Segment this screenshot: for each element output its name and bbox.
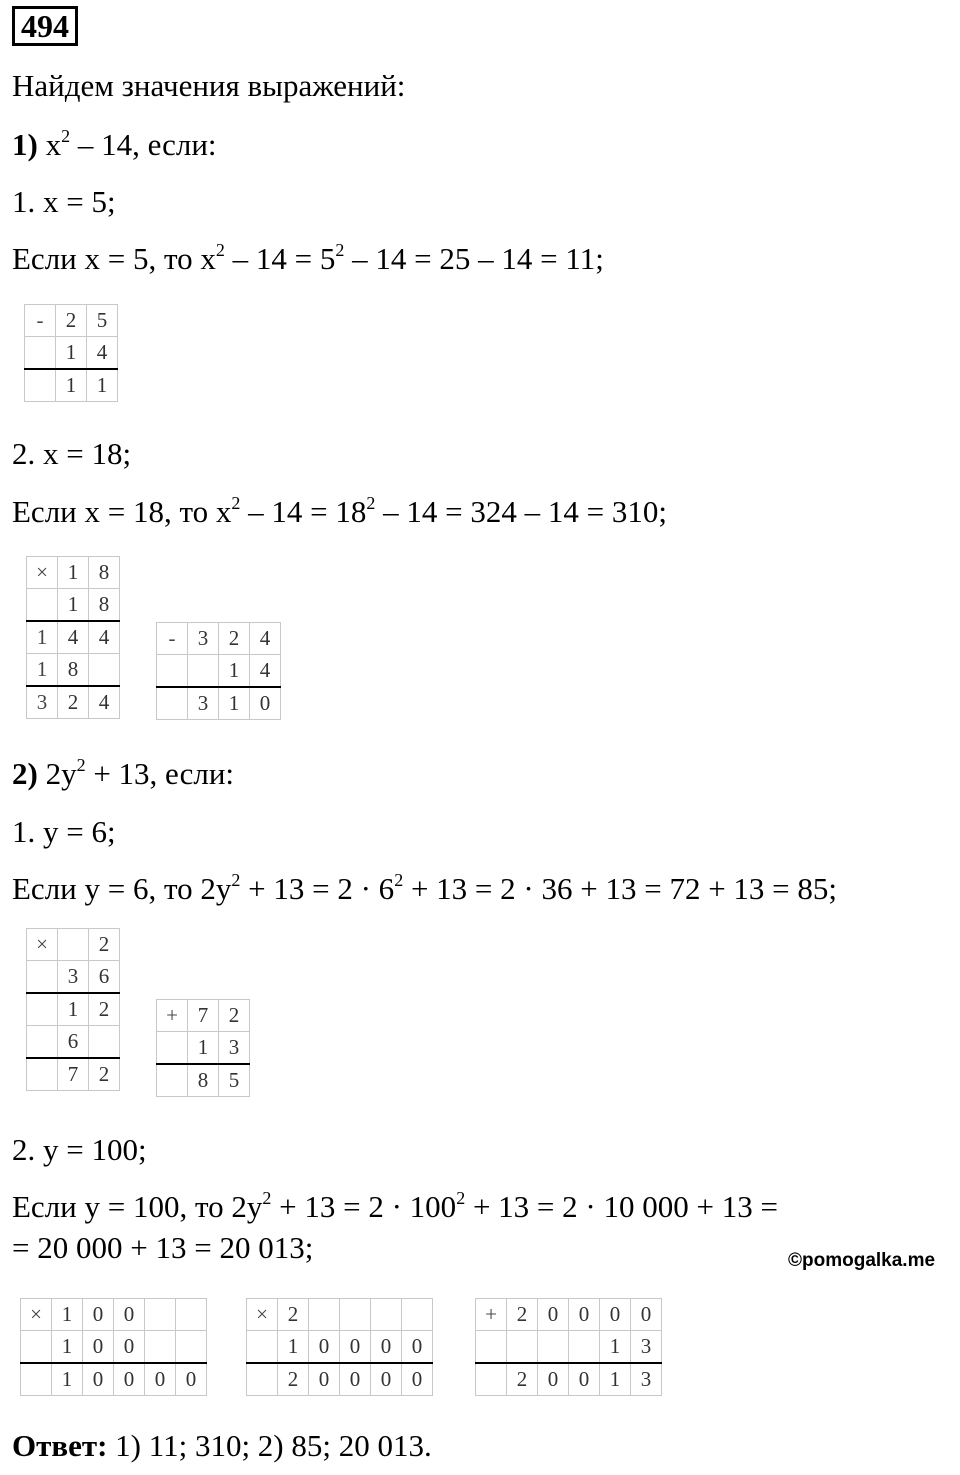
grid-cell: 8 (188, 1064, 219, 1097)
part1-expr-power: 2 (61, 125, 71, 146)
grid-cell: 0 (114, 1299, 145, 1331)
grid-cell: 6 (89, 961, 120, 994)
grid-cell: 3 (631, 1331, 662, 1364)
grid-cell: 7 (58, 1058, 89, 1091)
superscript-2: 2 (335, 239, 345, 260)
grid-row (157, 1000, 250, 1032)
column-calc-100-times-100 (20, 1298, 207, 1396)
answer-text: 1) 11; 310; 2) 85; 20 013. (107, 1428, 432, 1463)
answer-line (12, 1428, 432, 1464)
part2-case2-solution-cont: = 20 000 + 13 = 20 013; (12, 1230, 314, 1265)
grid-cell: 3 (631, 1363, 662, 1396)
grid-row (157, 1032, 250, 1065)
grid-cell: 1 (52, 1363, 83, 1396)
watermark: ©pomogalka.me (788, 1250, 936, 1271)
superscript-2: 2 (456, 1187, 466, 1208)
part2-expr-power: 2 (76, 754, 86, 775)
grid-cell: 0 (402, 1331, 433, 1364)
grid-operator: + (476, 1299, 507, 1331)
part2-case2-heading: 2. y = 100; (12, 1132, 147, 1167)
text-segment: + 13 = 2 · 100 (271, 1189, 457, 1224)
superscript-2: 2 (231, 869, 241, 890)
grid-cell: 0 (83, 1299, 114, 1331)
grid-row (157, 1064, 250, 1097)
column-calc-324-minus-14 (156, 622, 281, 720)
grid-cell (25, 337, 56, 370)
part1-label: 1) (12, 127, 38, 162)
text-segment: – 14 = 25 – 14 = 11; (344, 241, 604, 276)
grid-cell: 0 (145, 1363, 176, 1396)
grid-cell: 0 (569, 1299, 600, 1331)
grid-cell: 0 (538, 1299, 569, 1331)
grid-cell: 1 (52, 1299, 83, 1331)
grid-cell: 0 (250, 687, 281, 720)
part1-case1-heading: 1. x = 5; (12, 184, 116, 219)
grid-row (157, 623, 281, 655)
grid-row (27, 1058, 120, 1091)
grid-row (157, 687, 281, 720)
grid-row (247, 1299, 433, 1331)
grid-operator: × (247, 1299, 278, 1331)
grid-cell: 0 (309, 1363, 340, 1396)
grid-row (27, 621, 120, 654)
grid-cell (58, 929, 89, 961)
grid-cell: 0 (569, 1363, 600, 1396)
grid-cell: 1 (56, 337, 87, 370)
intro-text: Найдем значения выражений: (12, 68, 406, 103)
grid-cell: 0 (600, 1299, 631, 1331)
text-segment: – 14 = 324 – 14 = 310; (375, 494, 667, 529)
grid-cell: 0 (538, 1363, 569, 1396)
grid-cell (27, 1058, 58, 1091)
grid-cell (371, 1299, 402, 1331)
grid-cell (309, 1299, 340, 1331)
grid-row (157, 655, 281, 688)
grid-cell: 8 (89, 557, 120, 589)
grid-cell: 0 (83, 1331, 114, 1364)
grid-row (27, 654, 120, 687)
superscript-2: 2 (262, 1187, 272, 1208)
part2-case1-heading: 1. y = 6; (12, 814, 116, 849)
column-calc-18-times-18 (26, 556, 120, 719)
column-calc-25-minus-14 (24, 304, 118, 402)
grid-cell (476, 1331, 507, 1364)
grid-row (27, 557, 120, 589)
grid-cell: 0 (176, 1363, 207, 1396)
grid-cell: 3 (58, 961, 89, 994)
part2-case2-solution (12, 1189, 778, 1225)
text-segment: Если x = 18, то x (12, 494, 232, 529)
grid-row (247, 1331, 433, 1364)
grid-cell: 5 (219, 1064, 250, 1097)
part1-heading (12, 127, 217, 163)
grid-cell: 1 (58, 589, 89, 622)
column-calc-2-times-10000 (246, 1298, 433, 1396)
grid-cell: 3 (188, 623, 219, 655)
grid-cell: 4 (250, 655, 281, 688)
grid-row (247, 1363, 433, 1396)
part2-expr-rest: + 13, если: (85, 756, 235, 791)
grid-cell: 5 (87, 305, 118, 337)
grid-cell: 0 (309, 1331, 340, 1364)
grid-row (476, 1363, 662, 1396)
grid-cell (89, 654, 120, 687)
grid-cell: 2 (58, 686, 89, 719)
grid-cell: 1 (87, 369, 118, 402)
text-segment: Если y = 100, то 2y (12, 1189, 263, 1224)
grid-cell (27, 1026, 58, 1059)
grid-cell: 8 (89, 589, 120, 622)
grid-cell: 0 (402, 1363, 433, 1396)
grid-cell: 2 (89, 929, 120, 961)
grid-cell: 1 (58, 557, 89, 589)
grid-cell (157, 655, 188, 688)
grid-cell (247, 1331, 278, 1364)
grid-cell (247, 1363, 278, 1396)
grid-cell: 0 (114, 1331, 145, 1364)
grid-cell: 1 (600, 1331, 631, 1364)
grid-operator: × (21, 1299, 52, 1331)
grid-row (27, 929, 120, 961)
superscript-2: 2 (215, 239, 225, 260)
grid-cell: 1 (27, 621, 58, 654)
grid-row (476, 1299, 662, 1331)
grid-cell: 2 (89, 1058, 120, 1091)
part1-expr-rest: – 14, если: (70, 127, 217, 162)
grid-cell (157, 1064, 188, 1097)
part1-expr-var: x (45, 127, 62, 162)
part1-case2-solution (12, 494, 667, 530)
grid-cell (145, 1331, 176, 1364)
text-segment: Если x = 5, то x (12, 241, 216, 276)
grid-cell: 2 (507, 1363, 538, 1396)
part1-case2-heading: 2. x = 18; (12, 436, 132, 471)
grid-cell (27, 589, 58, 622)
superscript-2: 2 (231, 492, 241, 513)
text-segment: + 13 = 2 · 10 000 + 13 = (465, 1189, 778, 1224)
part2-label: 2) (12, 756, 38, 791)
grid-row (27, 993, 120, 1026)
grid-cell: 6 (58, 1026, 89, 1059)
grid-cell: 3 (219, 1032, 250, 1065)
grid-cell: 1 (219, 655, 250, 688)
grid-cell: 0 (340, 1363, 371, 1396)
grid-row (21, 1299, 207, 1331)
grid-operator: × (27, 557, 58, 589)
grid-operator: - (25, 305, 56, 337)
grid-cell: 4 (87, 337, 118, 370)
grid-cell (476, 1363, 507, 1396)
grid-operator: × (27, 929, 58, 961)
column-calc-20000-plus-13 (475, 1298, 662, 1396)
grid-cell (89, 1026, 120, 1059)
grid-cell: 2 (219, 1000, 250, 1032)
grid-cell: 1 (58, 993, 89, 1026)
grid-row (27, 1026, 120, 1059)
grid-cell (157, 1032, 188, 1065)
part2-expr-var: 2y (45, 756, 77, 791)
text-segment: + 13 = 2 · 6 (240, 871, 395, 906)
text-segment: Если y = 6, то 2y (12, 871, 232, 906)
grid-cell: 2 (278, 1299, 309, 1331)
problem-number: 494 (12, 6, 78, 46)
grid-row (27, 589, 120, 622)
grid-operator: + (157, 1000, 188, 1032)
grid-cell (176, 1331, 207, 1364)
grid-cell: 0 (371, 1363, 402, 1396)
grid-cell (21, 1363, 52, 1396)
grid-cell: 2 (278, 1363, 309, 1396)
text-segment: – 14 = 5 (224, 241, 336, 276)
grid-row (25, 305, 118, 337)
grid-cell: 1 (27, 654, 58, 687)
grid-cell: 2 (507, 1299, 538, 1331)
grid-cell: 0 (83, 1363, 114, 1396)
grid-cell: 1 (52, 1331, 83, 1364)
grid-cell (21, 1331, 52, 1364)
grid-cell (188, 655, 219, 688)
text-segment: + 13 = 2 · 36 + 13 = 72 + 13 = 85; (403, 871, 838, 906)
grid-row (21, 1363, 207, 1396)
part1-case1-solution (12, 241, 604, 277)
grid-cell: 1 (219, 687, 250, 720)
grid-row (27, 961, 120, 994)
part2-case1-solution (12, 871, 837, 907)
grid-cell: 2 (56, 305, 87, 337)
grid-cell (27, 993, 58, 1026)
grid-cell: 1 (278, 1331, 309, 1364)
grid-cell: 4 (89, 686, 120, 719)
grid-cell (569, 1331, 600, 1364)
superscript-2: 2 (394, 869, 404, 890)
grid-cell (145, 1299, 176, 1331)
column-calc-72-plus-13 (156, 999, 250, 1097)
grid-cell: 4 (250, 623, 281, 655)
grid-cell: 0 (631, 1299, 662, 1331)
grid-cell: 8 (58, 654, 89, 687)
grid-cell: 2 (89, 993, 120, 1026)
grid-cell (538, 1331, 569, 1364)
grid-cell: 1 (188, 1032, 219, 1065)
superscript-2: 2 (366, 492, 376, 513)
grid-operator: - (157, 623, 188, 655)
grid-cell: 1 (56, 369, 87, 402)
grid-cell (507, 1331, 538, 1364)
grid-cell: 4 (58, 621, 89, 654)
column-calc-2-times-36 (26, 928, 120, 1091)
part2-heading (12, 756, 234, 792)
answer-label: Ответ: (12, 1428, 108, 1463)
grid-cell: 2 (219, 623, 250, 655)
grid-cell: 0 (114, 1363, 145, 1396)
grid-cell: 7 (188, 1000, 219, 1032)
grid-row (476, 1331, 662, 1364)
grid-cell (25, 369, 56, 402)
grid-cell (340, 1299, 371, 1331)
grid-row (25, 337, 118, 370)
grid-row (27, 686, 120, 719)
text-segment: – 14 = 18 (240, 494, 367, 529)
grid-cell: 3 (188, 687, 219, 720)
grid-cell: 0 (340, 1331, 371, 1364)
grid-cell (27, 961, 58, 994)
grid-cell: 3 (27, 686, 58, 719)
grid-cell: 1 (600, 1363, 631, 1396)
grid-row (21, 1331, 207, 1364)
grid-row (25, 369, 118, 402)
grid-cell (157, 687, 188, 720)
grid-cell (402, 1299, 433, 1331)
grid-cell: 0 (371, 1331, 402, 1364)
grid-cell: 4 (89, 621, 120, 654)
grid-cell (176, 1299, 207, 1331)
